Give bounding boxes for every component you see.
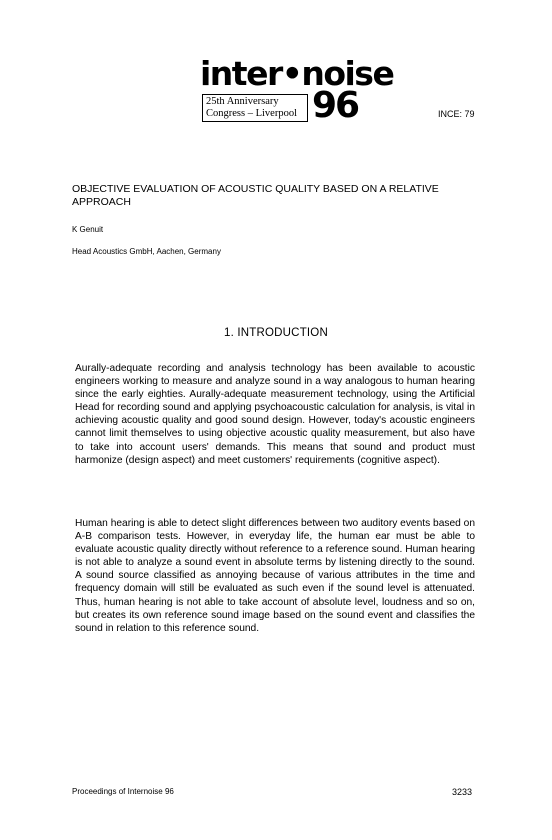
author: K Genuit bbox=[72, 225, 104, 234]
page-number: 3233 bbox=[452, 787, 473, 797]
logo-anniversary-box bbox=[202, 94, 308, 122]
paragraph: Aurally-adequate recording and analysis technology has been available to acoustic engineers working to measure and analyze sound in a way analogous to human hearing since the early eighties. Aurally-adequate measurement technology, using the Artificial Head for recording sound and applying psychoacoustic calculation for analysis, is vital in achieving acoustic quality and good sound design. However, today's acoustic engineers cannot limit themselves to using objective acoustic quality measurement, but also have to take into account users' demands. This means that sound and product must harmonize (design aspect) and meet customers' requirements (cognitive aspect). bbox=[75, 363, 475, 466]
paper-title: OBJECTIVE EVALUATION OF ACOUSTIC QUALITY BASED ON A RELATIVE APPROACH bbox=[72, 183, 439, 208]
logo-box-line1: 25th Anniversary bbox=[206, 96, 279, 107]
logo-year: 96 bbox=[312, 85, 359, 126]
affiliation: Head Acoustics GmbH, Aachen, Germany bbox=[72, 247, 221, 256]
logo-box-line2: Congress – Liverpool bbox=[206, 108, 297, 119]
logo-title: inter•noise bbox=[200, 54, 394, 93]
paper-code: INCE: 79 bbox=[438, 109, 475, 119]
conference-logo bbox=[200, 54, 394, 126]
section-heading: 1. INTRODUCTION bbox=[224, 327, 328, 339]
paragraph: Human hearing is able to detect slight differences between two auditory events based on A-B comparison tests. However, in everyday life, the human ear must be able to evaluate acoustic quality directly without reference to a reference sound. Human hearing is not able to analyze a sound event in absolute terms by listening directly to the sound. A sound source classified as annoying because of various attributes in the time and frequency domain will still be evaluated as such even if the sound level is attenuated. Thus, human hearing is not able to take account of absolute level, loudness and so on, but creates its own reference sound image based on the sound event and classifies the sound in relation to this reference sound. bbox=[75, 518, 475, 634]
footer-proceedings: Proceedings of Internoise 96 bbox=[72, 787, 174, 796]
